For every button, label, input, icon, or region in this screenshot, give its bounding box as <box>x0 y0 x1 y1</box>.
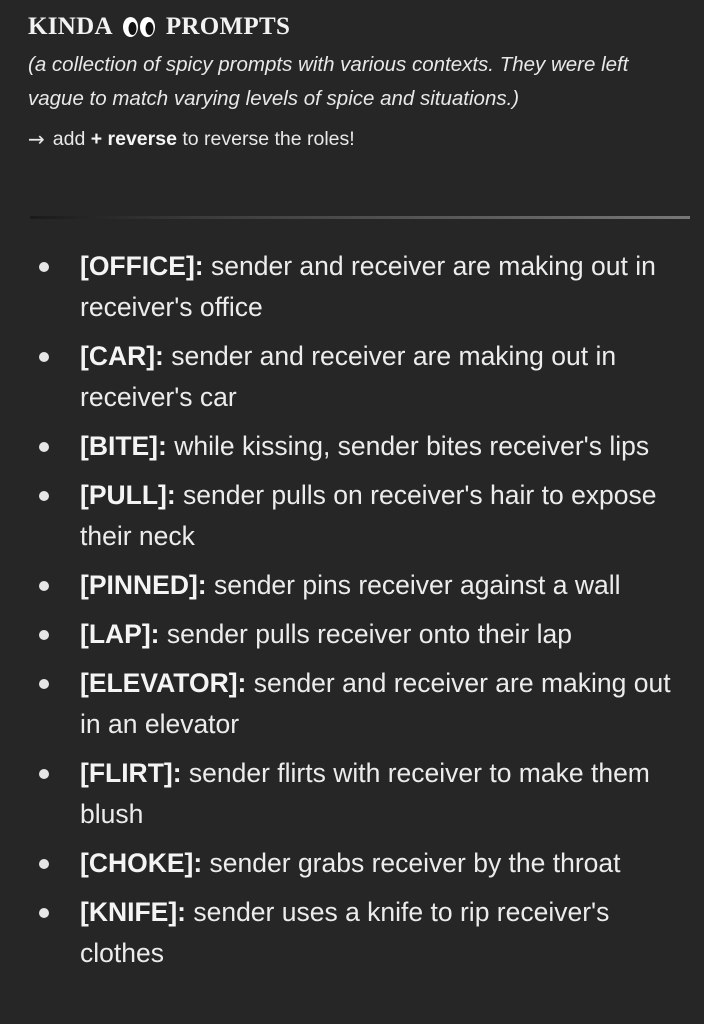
prompt-text: sender pulls on receiver's hair to expose their neck <box>80 480 657 551</box>
prompt-tag: [FLIRT]: <box>80 758 182 788</box>
prompt-list <box>0 246 704 982</box>
page-title <box>28 10 688 44</box>
prompt-text: sender and receiver are making out in receiver's car <box>80 341 617 412</box>
list-item <box>0 753 704 835</box>
list-item <box>0 892 704 974</box>
list-item <box>0 336 704 418</box>
prompt-tag: [OFFICE]: <box>80 251 204 281</box>
list-item <box>0 426 704 467</box>
eyes-icon <box>122 16 156 38</box>
title-left: KINDA <box>28 13 113 40</box>
tip-before: add <box>52 128 91 150</box>
bullet-icon <box>39 442 49 452</box>
bullet-icon <box>39 352 49 362</box>
reverse-tip <box>28 124 688 154</box>
prompt-tag: [ELEVATOR]: <box>80 668 247 698</box>
header <box>28 10 688 154</box>
prompt-text: sender pins receiver against a wall <box>206 570 621 600</box>
list-item <box>0 475 704 557</box>
bullet-icon <box>39 630 49 640</box>
bullet-icon <box>39 769 49 779</box>
bullet-icon <box>39 491 49 501</box>
prompt-text: sender and receiver are making out in receiver's office <box>80 251 656 322</box>
title-right: PROMPTS <box>165 13 291 40</box>
prompt-text: sender and receiver are making out in an elevator <box>80 668 671 739</box>
list-item <box>0 246 704 328</box>
bullet-icon <box>39 908 49 918</box>
prompt-tag: [PINNED]: <box>80 570 207 600</box>
tip-keyword: + reverse <box>90 128 177 150</box>
list-item <box>0 565 704 606</box>
prompt-text: sender uses a knife to rip receiver's clothes <box>80 897 610 968</box>
bullet-icon <box>39 859 49 869</box>
prompt-tag: [PULL]: <box>80 480 176 510</box>
list-item <box>0 663 704 745</box>
list-item <box>0 843 704 884</box>
prompt-tag: [CAR]: <box>80 341 164 371</box>
prompt-text: sender flirts with receiver to make them blush <box>80 758 650 829</box>
subtitle: (a collection of spicy prompts with various contexts. They were left vague to match varying levels of spice and situations.) <box>28 53 629 110</box>
prompt-tag: [CHOKE]: <box>80 848 203 878</box>
prompt-text: sender pulls receiver onto their lap <box>159 619 572 649</box>
bullet-icon <box>39 581 49 591</box>
tip-after: to reverse the roles! <box>176 128 355 150</box>
prompt-tag: [BITE]: <box>80 431 167 461</box>
divider <box>30 216 690 219</box>
bullet-icon <box>39 679 49 689</box>
arrow-right-icon: → <box>28 127 45 151</box>
list-item <box>0 614 704 655</box>
prompt-tag: [LAP]: <box>80 619 160 649</box>
prompt-tag: [KNIFE]: <box>80 897 186 927</box>
prompt-text: while kissing, sender bites receiver's lips <box>166 431 650 461</box>
prompt-text: sender grabs receiver by the throat <box>202 848 621 878</box>
bullet-icon <box>39 262 49 272</box>
